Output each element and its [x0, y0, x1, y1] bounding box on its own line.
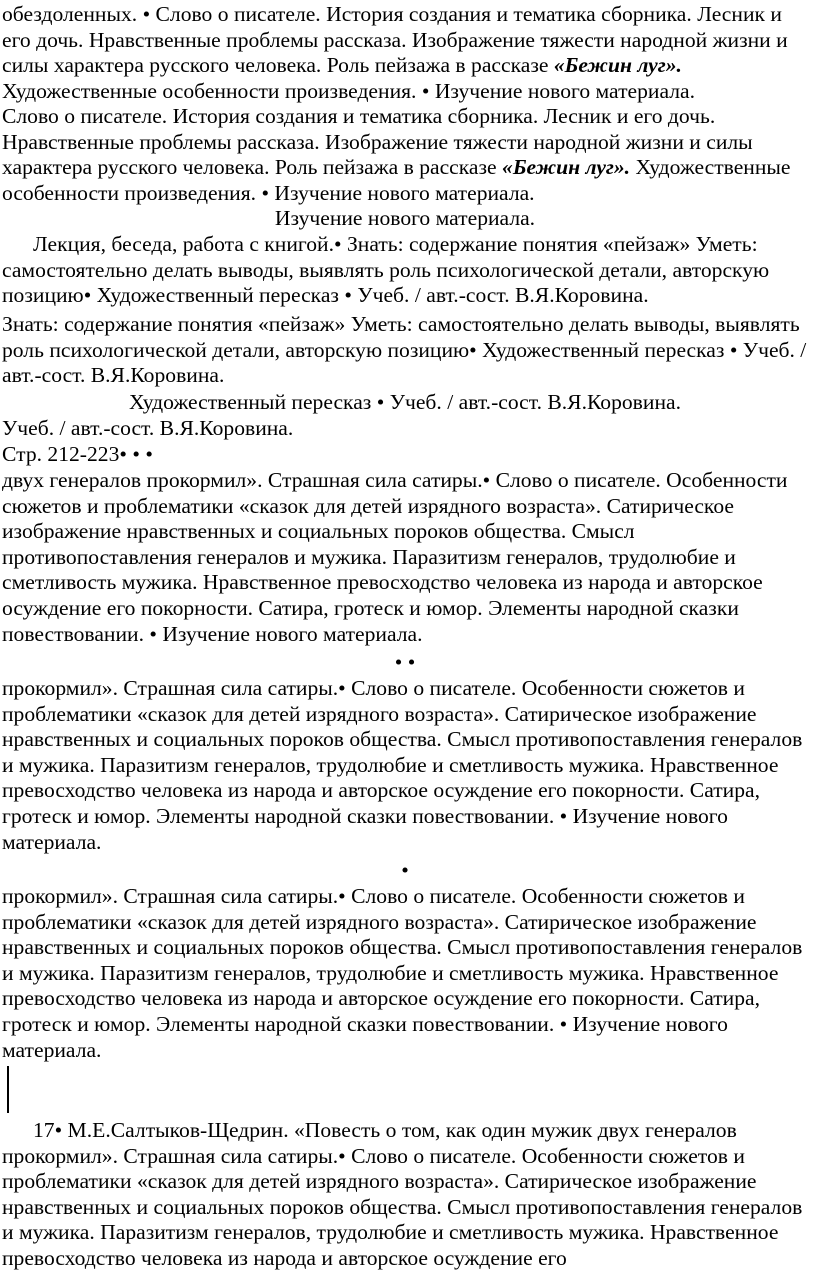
paragraph-methods: Лекция, беседа, работа с книгой.• Знать: содержание понятия «пейзаж» Уметь: самостоятельно делать выводы, выявлять роль психологической детали, авторскую позицию• Художественный пересказ • Учеб. / авт.-сост. В.Я.Коровина. [2, 232, 770, 308]
bullet-icon: • [338, 676, 346, 700]
bullet-icon: • [401, 858, 409, 882]
bullet-icon: • [376, 390, 385, 414]
bullet-icon: • [729, 337, 738, 362]
table-border-line [7, 1066, 9, 1113]
bullet-icon: • [421, 78, 430, 103]
bullet-icon: • [142, 2, 151, 26]
bullet-icon: • [333, 232, 342, 256]
bullet-icon: • [559, 1011, 568, 1036]
bullet-icon: • [132, 442, 140, 466]
paragraph-saltykov-topic: двух генералов прокормил». Страшная сила сатиры.• Слово о писателе. Особенности сюжетов и проблематики «сказок для детей изрядного возраста». Сатирическое изображение нравственных и социальных пороков общества. Смысл противопоставления генералов и мужика. Паразитизм генералов, трудолюбие и сметливость мужика. Нравственное превосходство человека из народа и авторское осуждение его покорности. Сатира, гротеск и юмор. Элементы народной сказки повествовании. • Изучение нового материала. [2, 468, 788, 646]
bullet-icon: • [261, 180, 270, 205]
bullet-icon: • [149, 621, 157, 646]
bullet-icon: • [344, 283, 352, 308]
bullet-icon: • [559, 803, 568, 828]
paragraph-skills: Знать: содержание понятия «пейзаж» Уметь: самостоятельно делать выводы, выявлять роль психологической детали, авторскую позицию• Художественный пересказ • Учеб. / авт.-сост. В.Я.Коровина. [2, 312, 807, 388]
textbook-reference: Учеб. / авт.-сост. В.Я.Коровина. [2, 416, 294, 440]
paragraph-bezhin-lug-topic: обездоленных. • Слово о писателе. История создания и тематика сборника. Лесник и его дочь. Нравственные проблемы рассказа. Изображение тяжести народной жизни и силы характера русского человека. Роль пейзажа в рассказе «Бежин луг». Художественные особенности произведения. • Изучение нового материала. [2, 2, 788, 103]
lesson-type: Изучение нового материала. [274, 206, 536, 230]
paragraph-saltykov-topic-repeat-2: прокормил». Страшная сила сатиры.• Слово о писателе. Особенности сюжетов и проблематики «сказок для детей изрядного возраста». Сатирическое изображение нравственных и социальных пороков общества. Смысл противопоставления генералов и мужика. Паразитизм генералов, трудолюбие и сметливость мужика. Нравственное превосходство человека из народа и авторское осуждение его покорности. Сатира, гротеск и юмор. Элементы народной сказки повествовании. • Изучение нового материала. [2, 884, 803, 1062]
bullet-icon: • [394, 650, 403, 674]
bullet-icon: • [407, 650, 416, 674]
paragraph-saltykov-topic-repeat: прокормил». Страшная сила сатиры.• Слово о писателе. Особенности сюжетов и проблематики «сказок для детей изрядного возраста». Сатирическое изображение нравственных и социальных пороков общества. Смысл противопоставления генералов и мужика. Паразитизм генералов, трудолюбие и сметливость мужика. Нравственное превосходство человека из народа и авторское осуждение его покорности. Сатира, гротеск и юмор. Элементы народной сказки повествовании. • Изучение нового материала. [2, 676, 803, 854]
work-title: «Бежин луг». [502, 155, 631, 180]
paragraph-retelling: Художественный пересказ • Учеб. / авт.-сост. В.Я.Коровина. [129, 390, 681, 414]
bullet-icon: • [83, 283, 92, 308]
paragraph-bezhin-lug-topic-repeat: Слово о писателе. История создания и тематика сборника. Лесник и его дочь. Нравственные проблемы рассказа. Изображение тяжести народной жизни и силы характера русского человека. Роль пейзажа в рассказе «Бежин луг». Художественные особенности произведения. • Изучение нового материала. [2, 104, 791, 205]
work-title: «Бежин луг». [553, 53, 682, 78]
bullet-icon: • [338, 1143, 346, 1168]
bullet-icon: • [338, 884, 346, 908]
bullet-icon: • [54, 1118, 63, 1142]
bullet-icon: • [119, 442, 127, 466]
bullet-icon: • [145, 442, 153, 466]
pages-reference: Стр. 212-223• • • [2, 442, 153, 466]
lesson-number: 17 [33, 1118, 55, 1142]
bullet-row [2, 650, 808, 676]
bullet-row-single [2, 858, 808, 884]
bullet-icon: • [469, 337, 477, 362]
bullet-icon: • [482, 468, 491, 492]
lesson-17-row: 17• М.Е.Салтыков-Щедрин. «Повесть о том, как один мужик двух генералов прокормил». Страшная сила сатиры.• Слово о писателе. Особенности сюжетов и проблематики «сказок для детей изрядного возраста». Сатирическое изображение нравственных и социальных пороков общества. Смысл противопоставления генералов и мужика. Паразитизм генералов, трудолюбие и сметливость мужика. Нравственное превосходство человека из народа и авторское осуждение его [2, 1118, 803, 1270]
